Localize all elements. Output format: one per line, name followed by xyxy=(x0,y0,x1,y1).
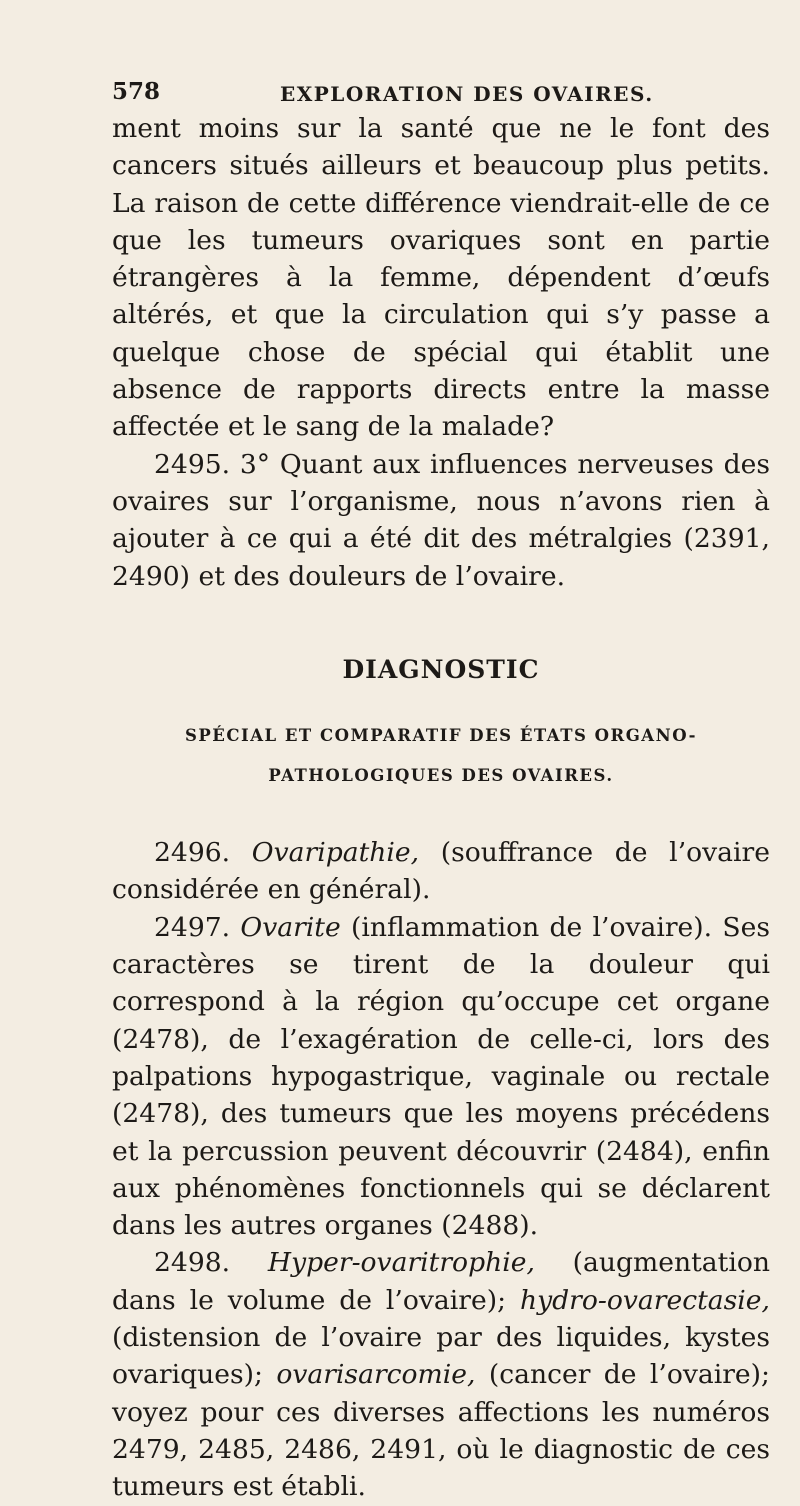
medical-term: Ovaripathie, xyxy=(251,837,420,869)
paragraph-2498 xyxy=(112,1244,770,1505)
medical-term: Ovarite xyxy=(240,911,341,943)
page-header xyxy=(112,70,770,110)
paragraph-text: (inflammation de l’ovaire). Ses caractères se tirent de la douleur qui correspond à la région qu’occupe cet organe (2478), de l’exagération de celle-ci, lors des palpations hypogastrique, vaginale ou rectale (2478), des tumeurs que les moyens précédens et la percussion peuvent découvrir (2484), enfin aux phénomènes fonctionnels qui se déclarent dans les autres organes (2488). xyxy=(112,911,770,1242)
paragraph-text: (augmentation dans le volume de l’ovaire); xyxy=(112,1247,770,1316)
medical-term: hydro-ovarectasie, xyxy=(519,1284,770,1316)
paragraph-continuation: ment moins sur la santé que ne le font des cancers situés ailleurs et beaucoup plus petits. La raison de cette différence viendrait-elle de ce que les tumeurs ovariques sont en partie étrangères à la femme, dépendent d’œufs altérés, et que la circulation qui s’y passe a quelque chose de spécial qui établit une absence de rapports directs entre la masse affectée et le sang de la malade? xyxy=(112,113,770,443)
page-number: 578 xyxy=(112,78,161,105)
medical-term: Hyper-ovaritrophie, xyxy=(267,1247,535,1279)
paragraph-2496 xyxy=(112,834,770,909)
medical-term: ovarisarcomie, xyxy=(276,1359,476,1391)
running-head: EXPLORATION DES OVAIRES. xyxy=(280,82,654,106)
section-title: DIAGNOSTIC xyxy=(342,654,540,684)
paragraph-2495: 2495. 3° Quant aux influences nerveuses des ovaires sur l’organisme, nous n’avons rien à ajouter à ce qui a été dit des métralgies (2391, 2490) et des douleurs de l’ovaire. xyxy=(112,448,770,592)
paragraph-number: 2498. xyxy=(154,1247,231,1279)
main-text xyxy=(112,110,770,1506)
paragraph-number: 2496. xyxy=(154,837,231,869)
paragraph-2497 xyxy=(112,909,770,1245)
paragraph-text: (souffrance de l’ovaire considérée en général). xyxy=(112,837,770,906)
paragraph-text: (cancer de l’ovaire); voyez pour ces diverses affections les numéros 2479, 2485, 2486, 2491, où le diagnostic de ces tumeurs est établi. xyxy=(112,1359,771,1503)
paragraph-text: (distension de l’ovaire par des liquides, kystes ovariques); xyxy=(112,1322,770,1391)
paragraph-number: 2497. xyxy=(154,911,231,943)
section-subtitle: SPÉCIAL ET COMPARATIF DES ÉTATS ORGANO-PATHOLOGIQUES DES OVAIRES. xyxy=(184,726,698,786)
